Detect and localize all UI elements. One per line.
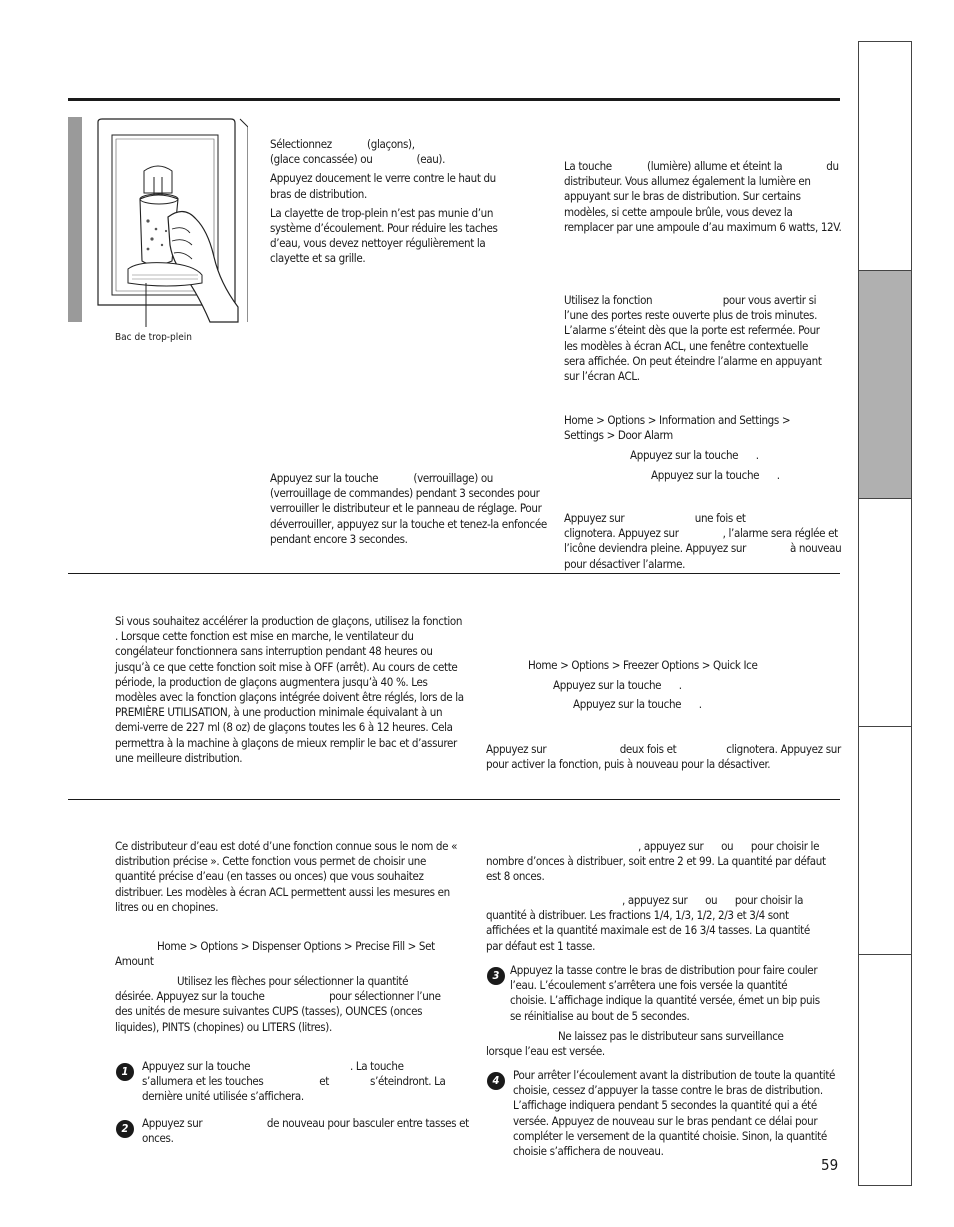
unattended-text: Ne laissez pas le distributeur sans surveillance lorsque l’eau est versée. xyxy=(486,1029,784,1059)
precise-fill-path xyxy=(115,939,445,969)
door-alarm-text: Utilisez la fonction pour vous avertir si l’une des portes reste ouverte plus de trois minutes. L’alarme s’éteint dès que la porte est refermée. Pour les modèles à écran ACL, une fenêtre contextuelle sera affichée. On peut éteindre l’alarme en appuyant sur l’écran ACL. xyxy=(564,293,825,384)
quick-ice-text: Si vous souhaitez accélérer la production de glaçons, utilisez la fonction . Lorsque cette fonction est mise en marche, le ventilateur du congélateur fonctionnera sans interruption pendant 48 heures ou jusqu’à ce que cette fonction soit mise à OFF (arrêt). Au cours de cette période, la production de glaçons augmentera jusqu’à 40 %. Les modèles avec la fonction glaçons intégrée doivent être réglés, lors de la PREMIÈRE UTILISATION, à une production minimale équivalant à un demi-verre de 227 ml (8 oz) de glaçons toutes les 6 à 12 heures. Cela permettra à la machine à glaçons de mieux remplir le bac et d’assurer une meilleure distribution. xyxy=(115,614,509,765)
quick-ice-press-1: Appuyez sur la touche . xyxy=(553,678,682,692)
select-line-2: (glace concassée) ou (eau). xyxy=(270,152,446,167)
quick-ice-press-2: Appuyez sur la touche . xyxy=(573,697,702,711)
spill-shelf-text: La clayette de trop-plein n’est pas munie d’un système d’écoulement. Pour réduire les taches d’eau, vous devez nettoyer régulièrement la clayette et sa grille. xyxy=(270,205,498,266)
dispenser-select-text xyxy=(270,137,510,271)
select-line-1: Sélectionnez (glaçons), xyxy=(270,137,415,151)
light-text: La touche (lumière) allume et éteint la du distributeur. Vous allumez également la lumière en appuyant sur le bras de distribution. Sur certains modèles, si cette ampoule brûle, vous devez la remplacer par une ampoule d’au maximum 6 watts, 12V. xyxy=(564,159,842,234)
ounces-text xyxy=(486,839,836,885)
step-2-text: Appuyez sur de nouveau pour basculer entre tasses et onces. xyxy=(142,1116,472,1146)
section-tabs xyxy=(858,41,912,1186)
step-1-text: Appuyez sur la touche . La touche s’allumera et les touches et s’éteindront. La dernière unité utilisée s’affichera. xyxy=(142,1059,449,1104)
press-glass-text: Appuyez doucement le verre contre le haut du bras de distribution. xyxy=(270,171,496,201)
door-alarm-press-2: Appuyez sur la touche . xyxy=(651,468,780,482)
step-3-badge: 3 xyxy=(487,967,505,985)
quick-ice-path: Home > Options > Freezer Options > Quick Ice xyxy=(528,658,758,672)
page-number: 59 xyxy=(821,1156,839,1174)
section-rule-2 xyxy=(68,799,840,800)
precise-fill-path-text: Home > Options > Dispenser Options > Precise Fill > Set Amount xyxy=(115,939,435,969)
top-rule xyxy=(68,98,840,101)
tab-1 xyxy=(859,42,911,271)
door-alarm-blink-text: Appuyez sur une fois et clignotera. Appuyez sur , l’alarme sera réglée et l’icône deviendra pleine. Appuyez sur à nouveau pour désactiver l’alarme. xyxy=(564,511,845,571)
step-4-text: Pour arrêter l’écoulement avant la distribution de toute la quantité choisie, cessez d’appuyer la tasse contre le bras de distribution. L’affichage indiquera pendant 5 secondes la quantité qui a été versée. Appuyez de nouveau sur le bras pendant ce délai pour compléter le versement de la quantité choisie. Sinon, la quantité choisie s’affichera de nouveau. xyxy=(513,1068,836,1159)
cups-text xyxy=(486,893,816,954)
tab-3 xyxy=(859,499,911,727)
step-2-badge: 2 xyxy=(116,1120,134,1138)
figure-caption: Bac de trop-plein xyxy=(115,332,193,343)
quick-ice-activate-text: Appuyez sur deux fois et clignotera. Appuyez sur pour activer la fonction, puis à nouveau pour la désactiver. xyxy=(486,742,888,772)
door-alarm-press-1: Appuyez sur la touche . xyxy=(630,448,759,462)
cups-body: , appuyez sur ou pour choisir la quantité à distribuer. Les fractions 1/4, 1/3, 1/2, 2/3 et 3/4 sont affichées et la quantité maximale est de 16 3/4 tasses. La quantité par défaut est 1 tasse. xyxy=(486,893,813,953)
door-alarm-path: Home > Options > Information and Settings > Settings > Door Alarm xyxy=(564,413,791,443)
tab-5 xyxy=(859,955,911,1185)
dispenser-illustration xyxy=(68,117,248,332)
lock-text: Appuyez sur la touche (verrouillage) ou (verrouillage de commandes) pendant 3 secondes pour verrouiller le distributeur et le panneau de réglage. Pour déverrouiller, appuyez sur la touche et tenez-la enfoncée pendant encore 3 secondes. xyxy=(270,471,582,546)
precise-fill-arrows-text xyxy=(115,974,449,1035)
section-rule-1 xyxy=(68,573,840,574)
tab-2-active xyxy=(859,271,911,499)
step-1-badge: 1 xyxy=(116,1063,134,1081)
step-3-text: Appuyez la tasse contre le bras de distribution pour faire couler l’eau. L’écoulement s’arrêtera une fois versée la quantité choisie. L’affichage indique la quantité versée, émet un bip puis se réinitialise au bout de 5 secondes. xyxy=(510,963,820,1023)
step-4-badge: 4 xyxy=(487,1072,505,1090)
precise-fill-intro: Ce distributeur d’eau est doté d’une fonction connue sous le nom de « distribution précise ». Cette fonction vous permet de choisir une quantité précise d’eau (en tasses ou onces) que vous souhaitez distribuer. Les modèles à écran ACL permettent aussi les mesures en litres ou en chopines. xyxy=(115,839,458,914)
ounces-body: , appuyez sur ou pour choisir le nombre d’onces à distribuer, soit entre 2 et 99. La quantité par défaut est 8 onces. xyxy=(486,839,829,884)
unattended-warning xyxy=(486,1029,816,1059)
precise-fill-arrows: Utilisez les flèches pour sélectionner la quantité désirée. Appuyez sur la touche pour sélectionner l’une des unités de mesure suivantes CUPS (tasses), OUNCES (onces liquides), PINTS (chopines) ou LITERS (litres). xyxy=(115,974,444,1034)
tab-4 xyxy=(859,727,911,955)
